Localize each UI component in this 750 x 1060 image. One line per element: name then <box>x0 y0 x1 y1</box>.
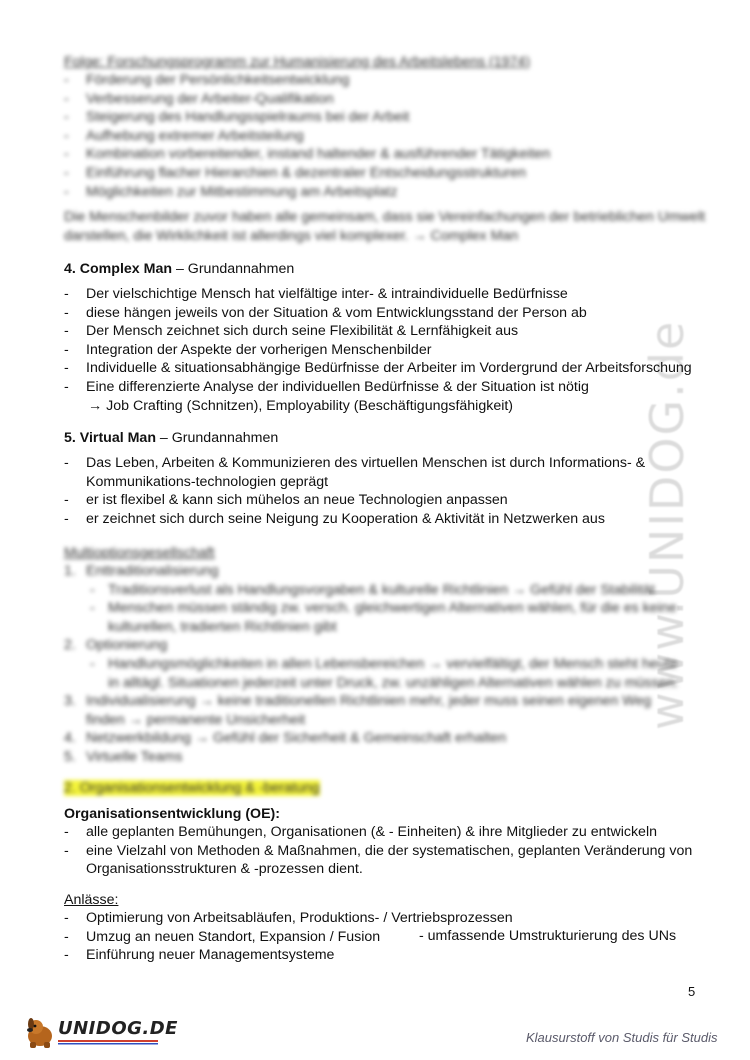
list-item: - Kombination vorbereitender, instand haltender & ausführender Tätigkeiten <box>64 145 704 164</box>
blurred-paragraph-line: Die Menschenbilder zuvor haben alle gemeinsam, dass sie Vereinfachungen der betrieblichen Umwelt <box>64 209 706 225</box>
list-item: - alle geplanten Bemühungen, Organisationen (& - Einheiten) & ihre Mitglieder zu entwickeln <box>64 823 694 842</box>
item-number: 2. <box>64 637 76 654</box>
list-item: - Integration der Aspekte der vorherigen Menschenbilder <box>64 341 704 360</box>
list-item: - Eine differenzierte Analyse der individuellen Bedürfnisse & der Situation ist nötig <box>64 378 704 397</box>
item-text: Enttraditionalisierung <box>86 563 219 579</box>
sub-item: - Handlungsmöglichkeiten in allen Lebensbereichen → vervielfältigt, der Mensch steht heute in alltägl. Situationen jederzeit unter Druck, zw. unzähligen Alternativen wählen zu müssen. <box>86 655 684 692</box>
item-number: 4. <box>64 730 76 747</box>
list-item: - Einführung neuer Managementsysteme <box>64 946 704 965</box>
item-text: Optionierung <box>86 637 168 654</box>
list-item: - Der vielschichtige Mensch hat vielfältige inter- & intraindividuelle Bedürfnisse <box>64 285 704 304</box>
list-item <box>64 692 684 729</box>
list-item: - Umzug an neuen Standort, Expansion / Fusion <box>64 928 704 947</box>
list-item: - Förderung der Persönlichkeitsentwicklung <box>64 71 704 90</box>
item-number: 3. <box>64 693 76 710</box>
list-item: - er zeichnet sich durch seine Neigung zu Kooperation & Aktivität in Netzwerken aus <box>64 510 664 529</box>
item-number: 5. <box>64 748 76 765</box>
list-item: - Individuelle & situationsabhängige Bedürfnisse der Arbeiter im Vordergrund der Arbeitsforschung <box>64 359 704 378</box>
highlighted-heading <box>64 779 320 797</box>
blurred-paragraph-line: darstellen, die Wirklichkeit ist allerdings viel komplexer. → Complex Man <box>64 228 519 244</box>
complex-man-heading <box>64 260 294 278</box>
page-number: 5 <box>688 984 696 999</box>
highlight-text: 2. Organisationsentwicklung & -beratung <box>64 780 320 796</box>
item-number: 1. <box>64 563 76 579</box>
list-item: - Der Mensch zeichnet sich durch seine Flexibilität & Lernfähigkeit aus <box>64 322 704 341</box>
virtual-man-title: 5. Virtual Man <box>64 430 156 446</box>
list-item: - Das Leben, Arbeiten & Kommunizieren des virtuellen Menschen ist durch Informations- & Kommunikations-technologien geprägt <box>64 454 664 491</box>
oe-list <box>64 823 694 879</box>
list-item <box>64 562 684 636</box>
list-item: - Verbesserung der Arbeiter-Qualifikation <box>64 90 704 109</box>
blurred-heading: Multioptionsgesellschaft <box>64 545 215 561</box>
list-item: - er ist flexibel & kann sich mühelos an neue Technologien anpassen <box>64 491 664 510</box>
anlaesse-side-item: - umfassende Umstrukturierung des UNs <box>419 928 677 944</box>
list-item <box>64 636 684 692</box>
sub-item: - Traditionsverlust als Handlungsvorgaben & kulturelle Richtlinien → Gefühl der Stabilität <box>86 581 684 600</box>
item-text: Virtuelle Teams <box>86 748 183 765</box>
sub-item: - Menschen müssen ständig zw. versch. gleichwertigen Alternativen wählen, für die es keine kulturellen, tradierten Richtlinien gibt <box>86 599 684 636</box>
arrow-line: → Job Crafting (Schnitzen), Employability (Beschäftigungsfähigkeit) <box>88 397 514 414</box>
virtual-man-subtitle: – Grundannahmen <box>155 430 279 446</box>
list-item: - Möglichkeiten zur Mitbestimmung am Arbeitsplatz <box>64 183 704 202</box>
blurred-list <box>64 71 704 201</box>
list-item: - eine Vielzahl von Methoden & Maßnahmen, die der systematischen, geplanten Veränderung von Organisationsstrukturen & -prozessen dient. <box>64 842 694 879</box>
item-text: Netzwerkbildung → Gefühl der Sicherheit & Gemeinschaft erhalten <box>86 730 507 747</box>
oe-title: Organisationsentwicklung (OE): <box>64 806 280 822</box>
footer-tagline: Klausurstoff von Studis für Studis <box>526 1030 718 1045</box>
virtual-man-list <box>64 454 664 528</box>
blurred-numbered-list <box>64 562 684 767</box>
complex-man-list <box>64 285 704 415</box>
blurred-heading: Folge: Forschungsprogramm zur Humanisierung des Arbeitslebens (1974) <box>64 54 531 70</box>
list-item: - Aufhebung extremer Arbeitsteilung <box>64 127 704 146</box>
list-item: - diese hängen jeweils von der Situation & vom Entwicklungsstand der Person ab <box>64 304 704 323</box>
complex-man-subtitle: – Grundannahmen <box>172 261 295 277</box>
list-item: - Einführung flacher Hierarchien & dezentraler Entscheidungsstrukturen <box>64 164 704 183</box>
list-item: - Optimierung von Arbeitsabläufen, Produktions- / Vertriebsprozessen <box>64 909 704 928</box>
list-item <box>64 748 684 767</box>
item-text: Individualisierung → keine traditionellen Richtlinien mehr, jeder muss seinen eigenen Weg finden → permanente Unsicherheit <box>86 693 652 728</box>
virtual-man-heading <box>64 429 278 447</box>
list-item <box>64 729 684 748</box>
logo-text: UNIDOG.DE <box>58 1018 178 1039</box>
watermark: www.UNIDOG.de <box>640 319 694 730</box>
list-item: - Steigerung des Handlungsspielraums bei der Arbeit <box>64 108 704 127</box>
anlaesse-title: Anlässe: <box>64 892 119 908</box>
complex-man-title: 4. Complex Man <box>64 261 173 277</box>
